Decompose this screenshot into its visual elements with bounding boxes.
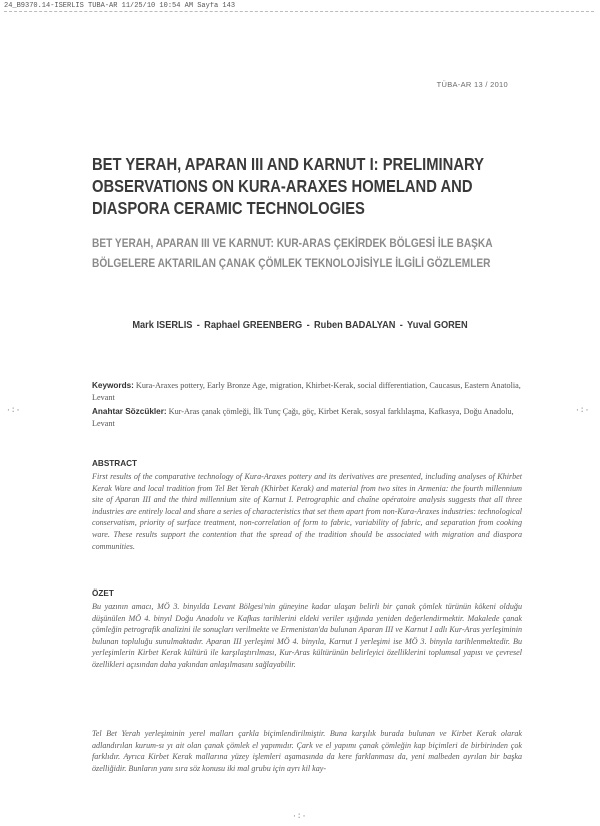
abstract-paragraph: First results of the comparative technology of Kura-Araxes pottery and its derivatives are presented, including analyses of Khirbet Kerak Ware and local tradition from Tel Bet Yerah (Khirbet Kerak) and material from two sites in Armenia: the fourth millennium site of Aparan III and the third millennium site of Karnut I. Petrographic and chaîne opératoire analysis suggests that all three industries are entirely local and share a series of characteristics that set them apart from non-Kura-Araxes industries: technological conservatism, priority of surface treatment, non-correlation of form to fabric, variability of fabric, and separation from cooking ware. These results support the contention that the spread of the tradition should be associated with migration and diaspora communities. <box>92 472 522 551</box>
author-separator: - <box>399 319 403 331</box>
keywords-turkish <box>92 406 522 429</box>
ozet-heading: ÖZET <box>92 589 114 598</box>
ozet-paragraph-1: Bu yazının amacı, MÖ 3. binyılda Levant Bölgesi'nin güneyine kadar ulaşan belirli bir çanak çömlek türünün kökeni olduğu düşünülen MÖ 4. binyıl Doğu Anadolu ve Kafkas tarihlerini eldeki veriler ışığında yeniden değerlendirmektir. Makalede çanak çömleğin petrografik analizini ile sonuçları verilmekte ve Ermenistan'da bulunan Aparan III ve Karnut I adlı Kur-Aras yerleşiminin bulunan topluluğu sunulmaktadır. Aparan III yerleşimi MÖ 4. binyıla, Karnut I yerleşimi ise MÖ 3. binyıla tarihlenmektedir. Bu yerleşimlerin Kirbet Kerak kültürü ile karşılaştırılması, Kur-Aras kültürünün belirleyici özelliklerini toplumsal yapısı ve çevresel özellikleri açısından daha yakından anlaşılmasını sağlayabilir. <box>92 602 522 669</box>
crop-mark-bottom: ·:· <box>292 812 307 821</box>
article-title-english: BET YERAH, APARAN III AND KARNUT I: PRELIMINARY OBSERVATIONS ON KURA-ARAXES HOMELAND AND DIASPORA CERAMIC TECHNOLOGIES <box>92 154 484 218</box>
keywords-english <box>92 380 522 403</box>
ozet-body-continued <box>92 728 522 774</box>
crop-mark-right: ·:· <box>575 406 590 415</box>
anahtar-label: Anahtar Sözcükler: <box>92 407 167 416</box>
keywords-label: Keywords: <box>92 381 134 390</box>
crop-mark-left: ·:· <box>6 406 21 415</box>
keywords-text: Kura-Araxes pottery, Early Bronze Age, migration, Khirbet-Kerak, social differentiation, Caucasus, Eastern Anatolia, Levant <box>92 381 521 402</box>
journal-reference: TÜBA-AR 13 / 2010 <box>436 80 508 89</box>
keywords-block <box>92 380 522 432</box>
author-name: Raphael GREENBERG <box>204 319 303 331</box>
author-separator: - <box>306 319 310 331</box>
anahtar-text: Kur-Aras çanak çömleği, İlk Tunç Çağı, göç, Kirbet Kerak, sosyal farklılaşma, Kafkasya, Doğu Anadolu, Levant <box>92 407 514 428</box>
abstract-heading: ABSTRACT <box>92 459 138 468</box>
author-name: Ruben BADALYAN <box>313 319 396 331</box>
author-name: Yuval GOREN <box>407 319 468 331</box>
ozet-body <box>92 601 522 671</box>
author-name: Mark ISERLIS <box>132 319 193 331</box>
abstract-body <box>92 471 522 552</box>
author-separator: - <box>196 319 200 331</box>
print-header: 24_B9370.14-ISERLIS TUBA-AR 11/25/10 10:54 AM Sayfa 143 <box>4 2 594 12</box>
article-title-turkish: BET YERAH, APARAN III VE KARNUT: KUR-ARAS ÇEKİRDEK BÖLGESİ İLE BAŞKA BÖLGELERE AKTARILAN ÇANAK ÇÖMLEK TEKNOLOJİSİYLE İLGİLİ GÖZLEMLER <box>92 236 493 270</box>
author-list <box>36 319 564 331</box>
ozet-paragraph-2: Tel Bet Yerah yerleşiminin yerel malları çarkla biçimlendirilmiştir. Buna karşılık burada bulunan ve Kirbet Kerak olarak adlandırılan kurum-sı yı ait olan çanak çömlek el yapımıdır. Çark ve el yapımı çanak çömleğin kap biçimleri de birbirinden çok farklıdır. Ayrıca Kirbet Kerak mallarına yüzey işlemleri aşamasında da kere farklanması da, yeni malbeden ayrılan bir başka özelliğidir. Bunların yanı sıra söz konusu iki mal grubu için ayrı kil kay- <box>92 729 522 773</box>
